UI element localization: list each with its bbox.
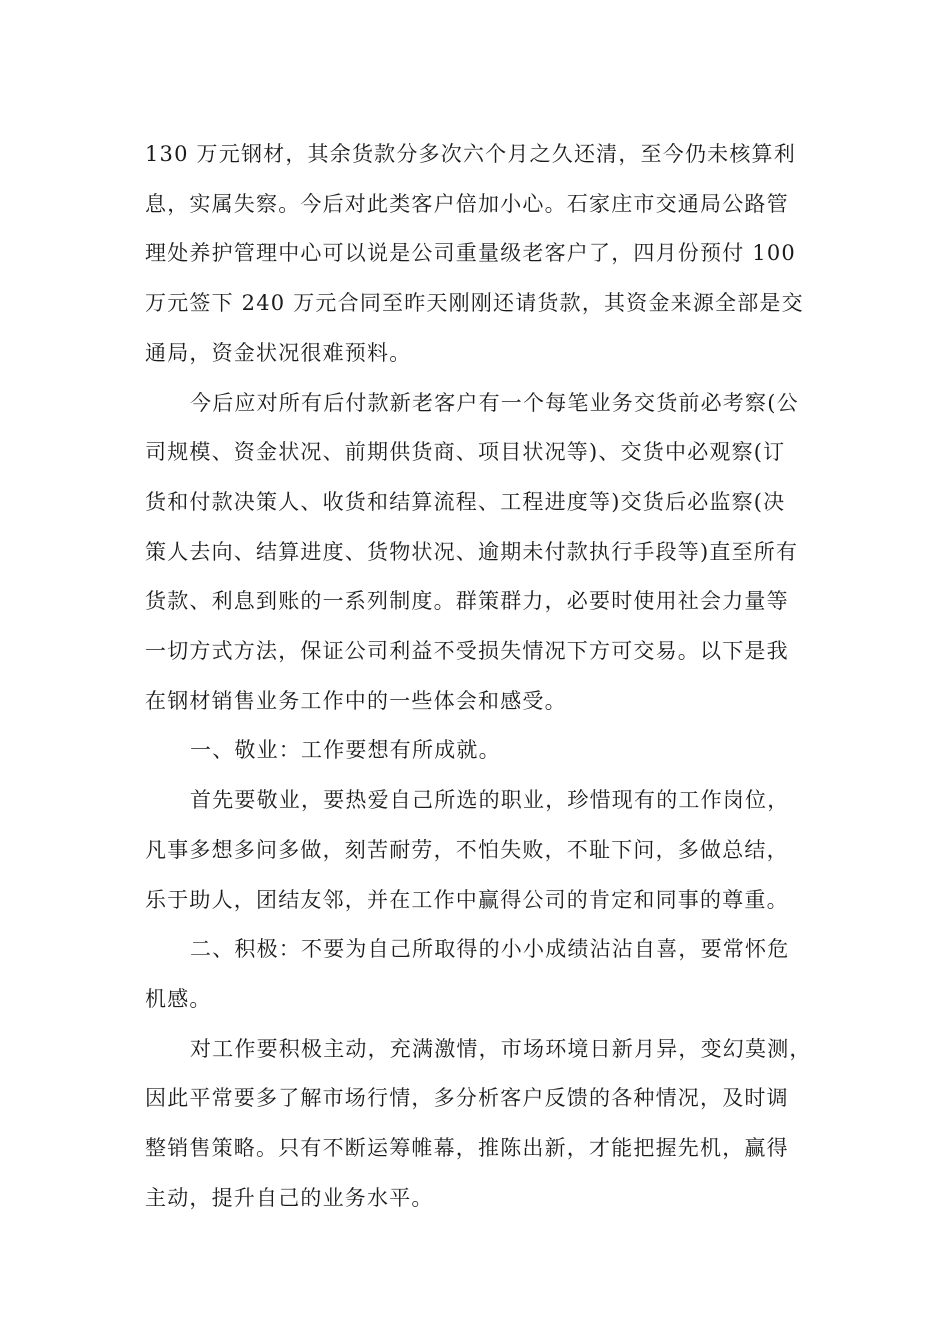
paragraph-4 <box>145 1025 817 1224</box>
text-line: 通局，资金状况很难预料。 <box>145 340 412 365</box>
paragraph-3 <box>145 776 817 925</box>
paragraph-2 <box>145 379 817 727</box>
text-line: 在钢材销售业务工作中的一些体会和感受。 <box>145 688 567 713</box>
text-line: 一切方式方法，保证公司利益不受损失情况下方可交易。以下是我 <box>145 639 789 664</box>
text-line: 今后应对所有后付款新老客户有一个每笔业务交货前必考察(公 <box>190 390 799 415</box>
text-line: 货和付款决策人、收货和结算流程、工程进度等)交货后必监察(决 <box>145 489 786 514</box>
text-line: 理处养护管理中心可以说是公司重量级老客户了，四月份预付 100 <box>145 241 796 266</box>
text-line: 货款、利息到账的一系列制度。群策群力，必要时使用社会力量等 <box>145 589 789 614</box>
text-line: 二、积极：不要为自己所取得的小小成绩沾沾自喜，要常怀危 <box>190 937 790 962</box>
text-line: 策人去向、结算进度、货物状况、逾期未付款执行手段等)直至所有 <box>145 539 799 564</box>
text-line: 首先要敬业，要热爱自己所选的职业，珍惜现有的工作岗位， <box>190 788 790 813</box>
text-line: 万元签下 240 万元合同至昨天刚刚还请货款，其资金来源全部是交 <box>145 291 804 316</box>
text-line: 对工作要积极主动，充满激情，市场环境日新月异，变幻莫测， <box>190 1036 812 1061</box>
text-line: 整销售策略。只有不断运筹帷幕，推陈出新，才能把握先机，赢得 <box>145 1136 789 1161</box>
document-body <box>145 130 817 1223</box>
text-line: 凡事多想多问多做，刻苦耐劳，不怕失败，不耻下问，多做总结， <box>145 837 789 862</box>
text-line: 息，实属失察。今后对此类客户倍加小心。石家庄市交通局公路管 <box>145 191 789 216</box>
text-line: 乐于助人，团结友邻，并在工作中赢得公司的肯定和同事的尊重。 <box>145 887 789 912</box>
text-line: 司规模、资金状况、前期供货商、项目状况等)、交货中必观察(订 <box>145 440 786 465</box>
text-line: 一、敬业：工作要想有所成就。 <box>190 738 501 763</box>
section-heading-2 <box>145 925 817 1024</box>
text-line: 主动，提升自己的业务水平。 <box>145 1185 434 1210</box>
section-heading-1 <box>145 726 817 776</box>
text-line: 机感。 <box>145 986 212 1011</box>
text-line: 因此平常要多了解市场行情，多分析客户反馈的各种情况，及时调 <box>145 1086 789 1111</box>
paragraph-1 <box>145 130 817 379</box>
text-line: 130 万元钢材，其余货款分多次六个月之久还清，至今仍未核算利 <box>145 142 796 166</box>
